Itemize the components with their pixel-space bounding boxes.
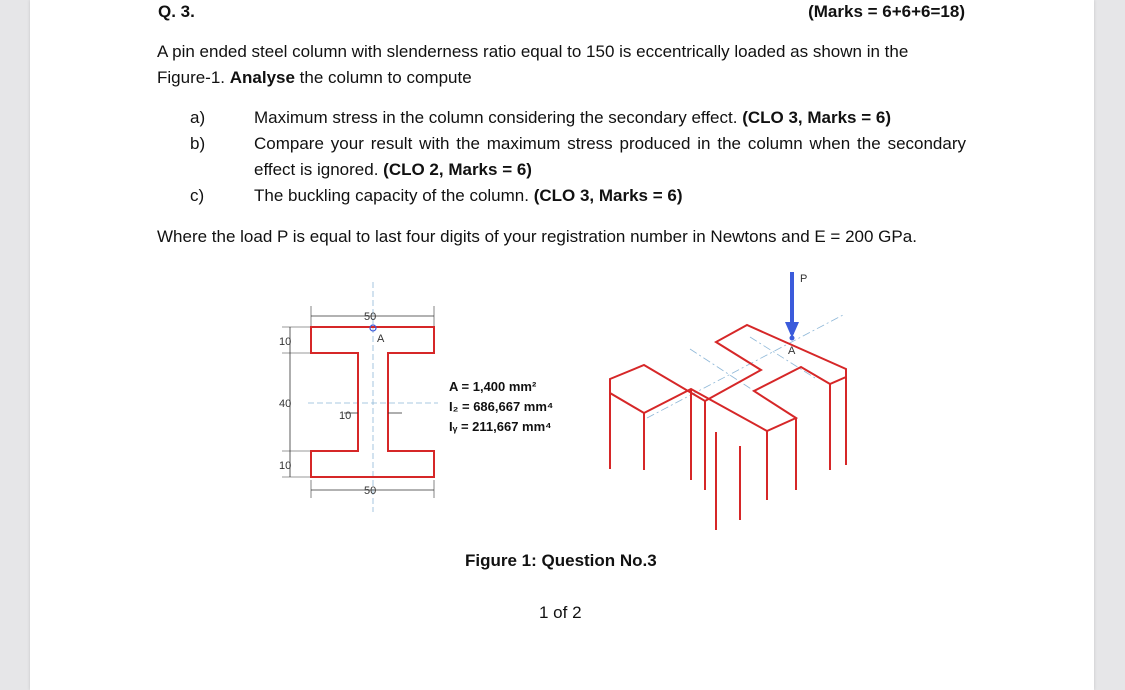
item-b-clo: (CLO 2, Marks = 6) bbox=[383, 160, 532, 179]
point-a-label: A bbox=[377, 333, 385, 345]
item-b-body: Compare your result with the maximum stress produced in the column when the secondary effect is ignored. bbox=[254, 134, 966, 179]
iz-value: I₂ = 686,667 mm⁴ bbox=[449, 399, 554, 414]
where-statement: Where the load P is equal to last four digits of your registration number in Newtons and E = 200 GPa. bbox=[157, 227, 917, 246]
section-properties bbox=[449, 379, 553, 434]
figure-1 bbox=[30, 0, 1094, 560]
intro-plain: Figure-1. bbox=[157, 68, 230, 87]
item-a-body: Maximum stress in the column considering the secondary effect. bbox=[254, 108, 743, 127]
dim-top-width: 50 bbox=[364, 311, 377, 323]
dim-web-thickness: 10 bbox=[339, 410, 352, 422]
point-a-3d-label: A bbox=[788, 345, 796, 357]
page-number: 1 of 2 bbox=[539, 603, 582, 622]
dim-bottom-width: 50 bbox=[364, 485, 377, 497]
i-section-outline bbox=[311, 327, 434, 477]
item-b-label: b) bbox=[190, 134, 206, 153]
i-section-cross-section bbox=[279, 282, 438, 512]
document-page bbox=[30, 0, 1094, 690]
intro-line-1: A pin ended steel column with slenderness ratio equal to 150 is eccentrically loaded as shown in the bbox=[157, 42, 909, 61]
column-3d-view bbox=[610, 272, 846, 530]
question-number: Q. 3. bbox=[158, 2, 195, 21]
dim-bottom-flange: 10 bbox=[279, 460, 292, 472]
item-c-clo: (CLO 3, Marks = 6) bbox=[533, 186, 683, 205]
iy-value: Iᵧ = 211,667 mm⁴ bbox=[449, 419, 552, 434]
area-value: A = 1,400 mm² bbox=[449, 379, 537, 394]
intro-rest: the column to compute bbox=[294, 68, 472, 87]
figure-caption: Figure 1: Question No.3 bbox=[465, 551, 657, 570]
item-c-label: c) bbox=[190, 186, 205, 205]
load-p-label: P bbox=[800, 273, 808, 285]
dim-top-flange: 10 bbox=[279, 336, 292, 348]
intro-bold-analyse: Analyse bbox=[229, 68, 295, 87]
item-a-clo: (CLO 3, Marks = 6) bbox=[742, 108, 891, 127]
load-point-3d bbox=[790, 336, 795, 341]
question-marks: (Marks = 6+6+6=18) bbox=[808, 2, 965, 21]
column-top-face-outline bbox=[610, 325, 846, 431]
dim-web-height: 40 bbox=[279, 398, 292, 410]
item-a-label: a) bbox=[190, 108, 206, 127]
item-c-body: The buckling capacity of the column. bbox=[254, 186, 534, 205]
